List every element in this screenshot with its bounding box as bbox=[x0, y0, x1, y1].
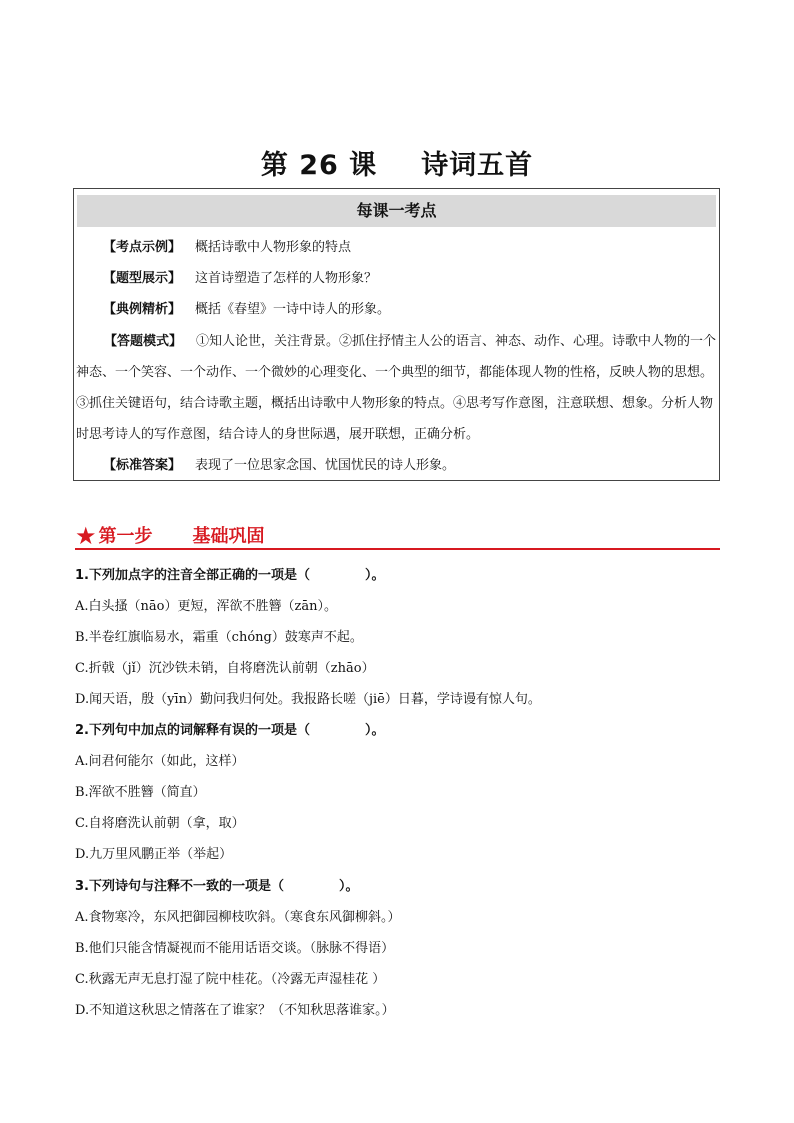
box-header: 每课一考点 bbox=[77, 195, 716, 227]
question-stem-end: ）。 bbox=[364, 723, 385, 738]
type-tag: 【题型展示】 bbox=[103, 271, 182, 286]
option-c: C.折戟（jǐ）沉沙铁未销，自将磨洗认前朝（zhāo） bbox=[75, 661, 375, 676]
answer-text: 表现了一位思家念国、忧国忧民的诗人形象。 bbox=[195, 458, 456, 473]
step-name: 基础巩固 bbox=[192, 526, 265, 547]
answer-tag: 【标准答案】 bbox=[103, 458, 182, 473]
section-heading bbox=[75, 524, 720, 550]
question-stem: 3.下列诗句与注释不一致的一项是（ bbox=[75, 879, 284, 894]
answer-row bbox=[103, 456, 788, 476]
step-label: 第一步 bbox=[98, 526, 153, 547]
question-1 bbox=[75, 564, 385, 583]
type-row bbox=[103, 269, 788, 289]
question-3 bbox=[75, 875, 359, 894]
question-stem: 1.下列加点字的注音全部正确的一项是（ bbox=[75, 568, 310, 583]
option-d: D.九万里风鹏正举（举起） bbox=[75, 847, 233, 862]
option-b: B.他们只能含情凝视而不能用话语交谈。（脉脉不得语） bbox=[75, 941, 395, 956]
case-text: 概括《春望》一诗中诗人的形象。 bbox=[195, 302, 391, 317]
option-b: B.浑欲不胜簪（简直） bbox=[75, 785, 206, 800]
question-stem-end: ）。 bbox=[364, 568, 385, 583]
option-a: A.白头搔（nāo）更短，浑欲不胜簪（zān）。 bbox=[75, 599, 337, 614]
option-d: D.不知道这秋思之情落在了谁家？（不知秋思落谁家。） bbox=[75, 1003, 395, 1018]
mode-tag: 【答题模式】 bbox=[104, 334, 183, 349]
mode-text: ①知人论世，关注背景。②抓住抒情主人公的语言、神态、动作、心理。诗歌中人物的一个神态、一个笑容、一个动作、一个微妙的心理变化、一个典型的细节，都能体现人物的性格，反映人物的思想。③抓住关键语句，结合诗歌主题，概括出诗歌中人物形象的特点。④思考写作意图，注意联想、想象。分析人物时思考诗人的写作意图，结合诗人的身世际遇，展开联想，正确分析。 bbox=[76, 334, 717, 442]
option-c: C.秋露无声无息打湿了院中桂花。（冷露无声湿桂花 ） bbox=[75, 972, 386, 987]
lesson-name: 诗词五首 bbox=[421, 150, 534, 181]
mode-paragraph bbox=[76, 326, 718, 450]
question-2 bbox=[75, 719, 385, 738]
case-row bbox=[103, 300, 788, 320]
example-text: 概括诗歌中人物形象的特点 bbox=[195, 240, 352, 255]
star-icon: ★ bbox=[75, 522, 97, 550]
option-b: B.半卷红旗临易水，霜重（chóng）鼓寒声不起。 bbox=[75, 630, 363, 645]
question-stem-end: ）。 bbox=[338, 879, 359, 894]
type-text: 这首诗塑造了怎样的人物形象？ bbox=[195, 271, 378, 286]
lesson-number: 第 26 课 bbox=[260, 150, 378, 181]
option-a: A.问君何能尔（如此，这样） bbox=[75, 754, 245, 769]
example-row bbox=[103, 238, 788, 258]
option-d: D.闻天语，殷（yīn）勤问我归何处。我报路长嗟（jiē）日暮，学诗谩有惊人句。 bbox=[75, 692, 541, 707]
case-tag: 【典例精析】 bbox=[103, 302, 182, 317]
question-stem: 2.下列句中加点的词解释有误的一项是（ bbox=[75, 723, 310, 738]
page-title bbox=[0, 143, 794, 182]
example-tag: 【考点示例】 bbox=[103, 240, 182, 255]
option-a: A.食物寒冷，东风把御园柳枝吹斜。（寒食东风御柳斜。） bbox=[75, 910, 401, 925]
option-c: C.自将磨洗认前朝（拿，取） bbox=[75, 816, 245, 831]
